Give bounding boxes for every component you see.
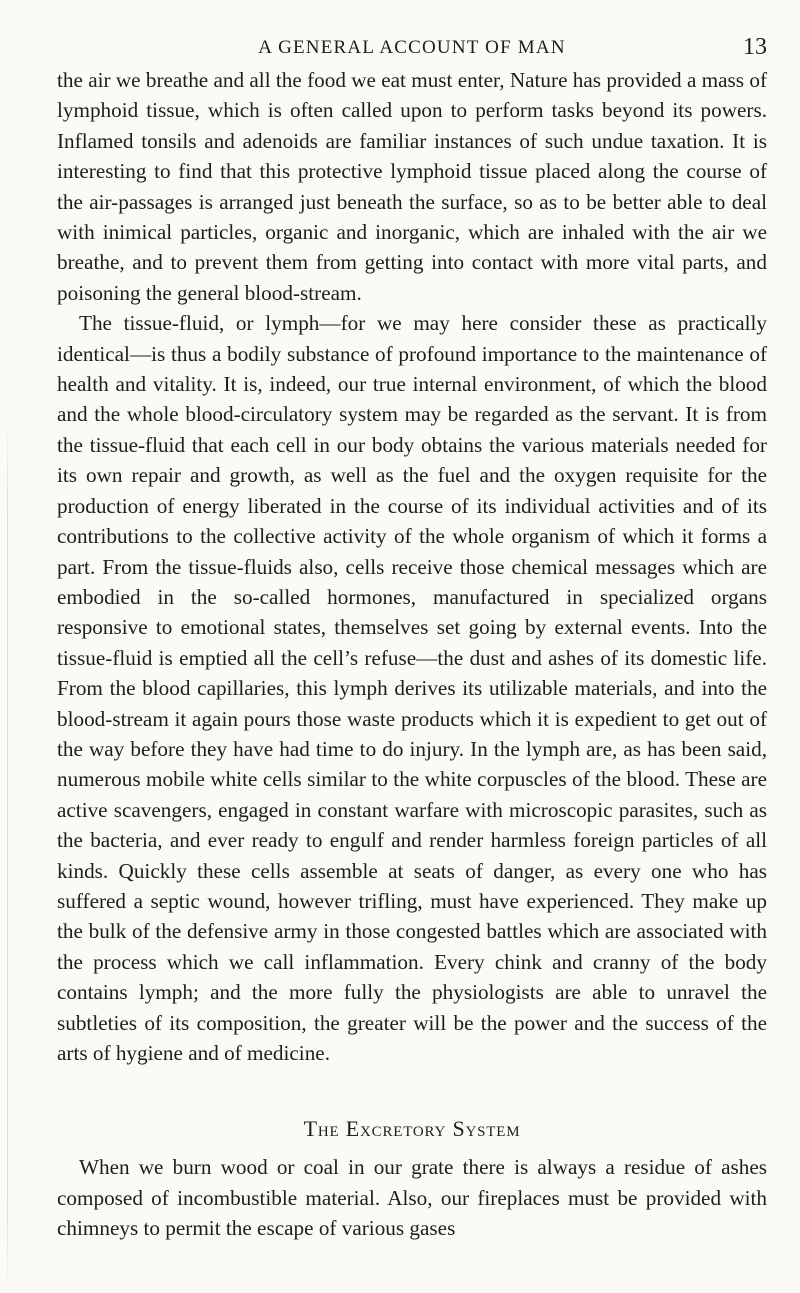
- section-heading: The Excretory System: [303, 1116, 521, 1142]
- paragraph-continued: the air we breathe and all the food we eat must enter, Nature has provided a mass of lymphoid tissue, which is often called upon to perform tasks beyond its powers. Inflamed tonsils and adenoids are familiar instances of such undue taxation. It is interesting to find that this protective lymphoid tissue placed along the course of the air-passages is arranged just beneath the surface, so as to be better able to deal with inimical particles, organic and inorganic, which are inhaled with the air we breathe, and to prevent them from getting into contact with more vital parts, and poisoning the general blood-stream.: [57, 68, 767, 305]
- book-page: [57, 0, 767, 1244]
- body-text: [57, 65, 767, 1244]
- page-number: 13: [743, 34, 767, 60]
- running-title: A GENERAL ACCOUNT OF MAN: [258, 37, 566, 58]
- running-head: [57, 12, 767, 60]
- paragraph-lymph: The tissue-fluid, or lymph—for we may here consider these as practically identical—is thus a bodily substance of profound importance to the maintenance of health and vitality. It is, indeed, our true internal environment, of which the blood and the whole blood-circulatory system may be regarded as the servant. It is from the tissue-fluid that each cell in our body obtains the various materials needed for its own repair and growth, as well as the fuel and the oxygen requisite for the production of energy liberated in the course of its individual activities and of its contributions to the collective activity of the whole organism of which it forms a part. From the tissue-fluids also, cells receive those chemical messages which are embodied in the so-called hormones, manufactured in specialized organs responsive to emotional states, themselves set going by external events. Into the tissue-fluid is emptied all the cell’s refuse—the dust and ashes of its domestic life. From the blood capillaries, this lymph derives its utilizable materials, and into the blood-stream it again pours those waste products which it is expedient to get out of the way before they have had time to do injury. In the lymph are, as has been said, numerous mobile white cells similar to the white corpuscles of the blood. These are active scavengers, engaged in constant warfare with microscopic parasites, such as the bacteria, and ever ready to engulf and render harmless foreign particles of all kinds. Quickly these cells assemble at seats of danger, as every one who has suffered a septic wound, however trifling, must have experienced. They make up the bulk of the defensive army in those congested battles which are associated with the process which we call inflammation. Every chink and cranny of the body contains lymph; and the more fully the physiologists are able to unravel the subtleties of its composition, the greater will be the power and the success of the arts of hygiene and of medicine.: [57, 311, 767, 1065]
- page-edge-shadow: [7, 420, 8, 1293]
- paragraph-excretory: When we burn wood or coal in our grate there is always a residue of ashes composed of incombustible material. Also, our fireplaces must be provided with chimneys to permit the escape of various gases: [57, 1155, 767, 1241]
